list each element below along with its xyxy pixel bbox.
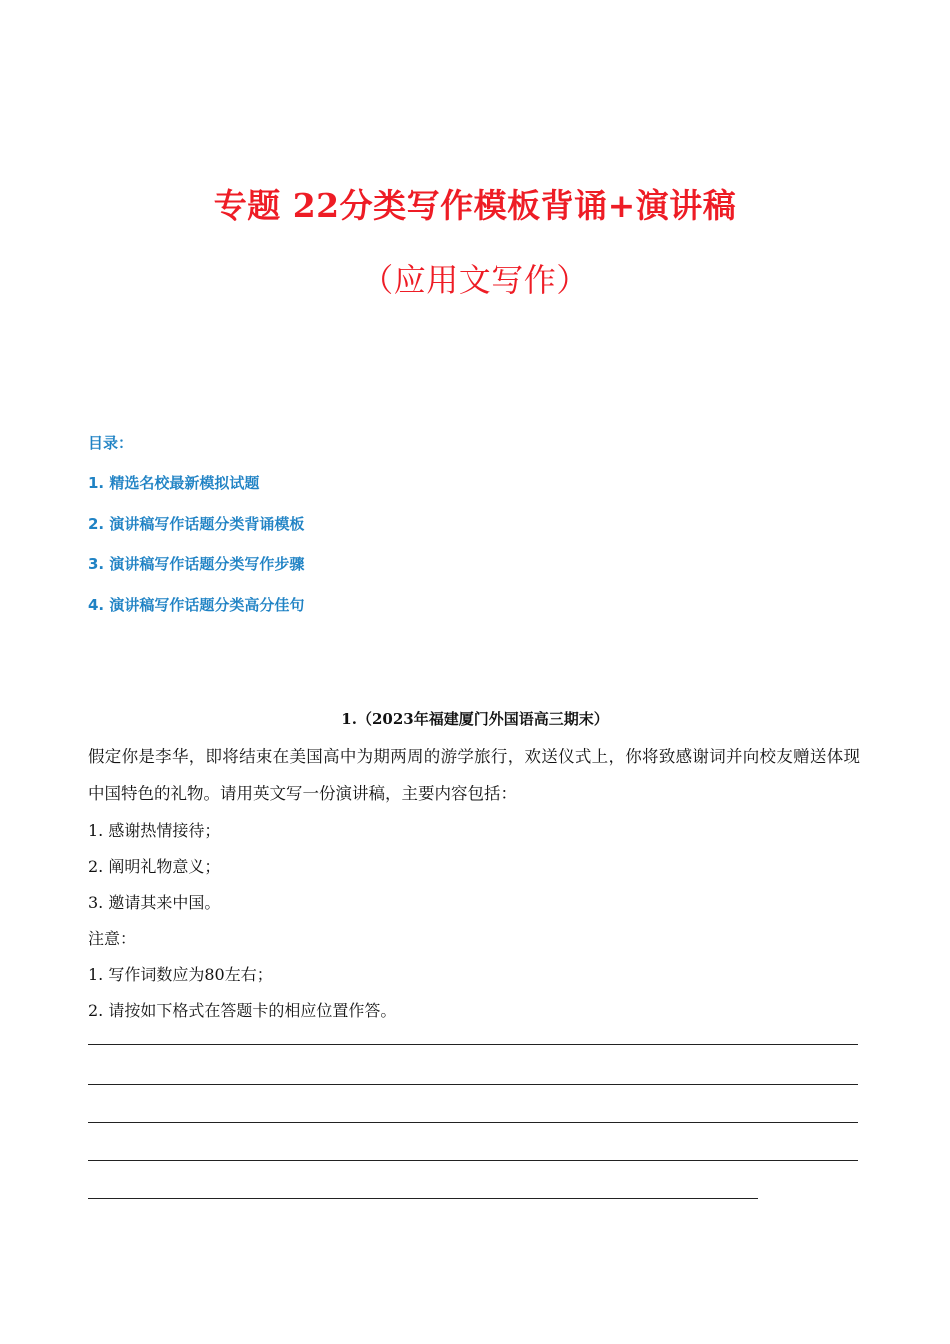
note-item: 2. 请按如下格式在答题卡的相应位置作答。 xyxy=(88,1001,397,1020)
answer-line[interactable] xyxy=(88,1084,858,1085)
answer-line[interactable] xyxy=(88,1198,758,1199)
note-heading: 注意： xyxy=(88,929,137,948)
requirement-point: 2. 阐明礼物意义； xyxy=(88,857,221,876)
answer-line[interactable] xyxy=(88,1044,858,1045)
toc-heading: 目录： xyxy=(88,434,134,452)
requirement-point: 1. 感谢热情接待； xyxy=(88,821,221,840)
question-prompt: 假定你是李华，即将结束在美国高中为期两周的游学旅行，欢送仪式上，你将致感谢词并向校友赠送体现中国特色的礼物。请用英文写一份演讲稿，主要内容包括： xyxy=(88,747,860,803)
answer-line[interactable] xyxy=(88,1160,858,1161)
toc-item[interactable]: 2. 演讲稿写作话题分类背诵模板 xyxy=(88,515,305,533)
answer-line[interactable] xyxy=(88,1122,858,1123)
document-title: 专题 22分类写作模板背诵+演讲稿 xyxy=(213,186,737,225)
document-subtitle: （应用文写作） xyxy=(361,261,589,299)
note-item: 1. 写作词数应为80左右； xyxy=(88,965,273,984)
toc-item[interactable]: 1. 精选名校最新模拟试题 xyxy=(88,474,260,492)
toc-item[interactable]: 4. 演讲稿写作话题分类高分佳句 xyxy=(88,596,305,614)
question-heading: 1.（2023年福建厦门外国语高三期末） xyxy=(341,710,609,728)
toc-item[interactable]: 3. 演讲稿写作话题分类写作步骤 xyxy=(88,555,305,573)
requirement-point: 3. 邀请其来中国。 xyxy=(88,893,221,912)
